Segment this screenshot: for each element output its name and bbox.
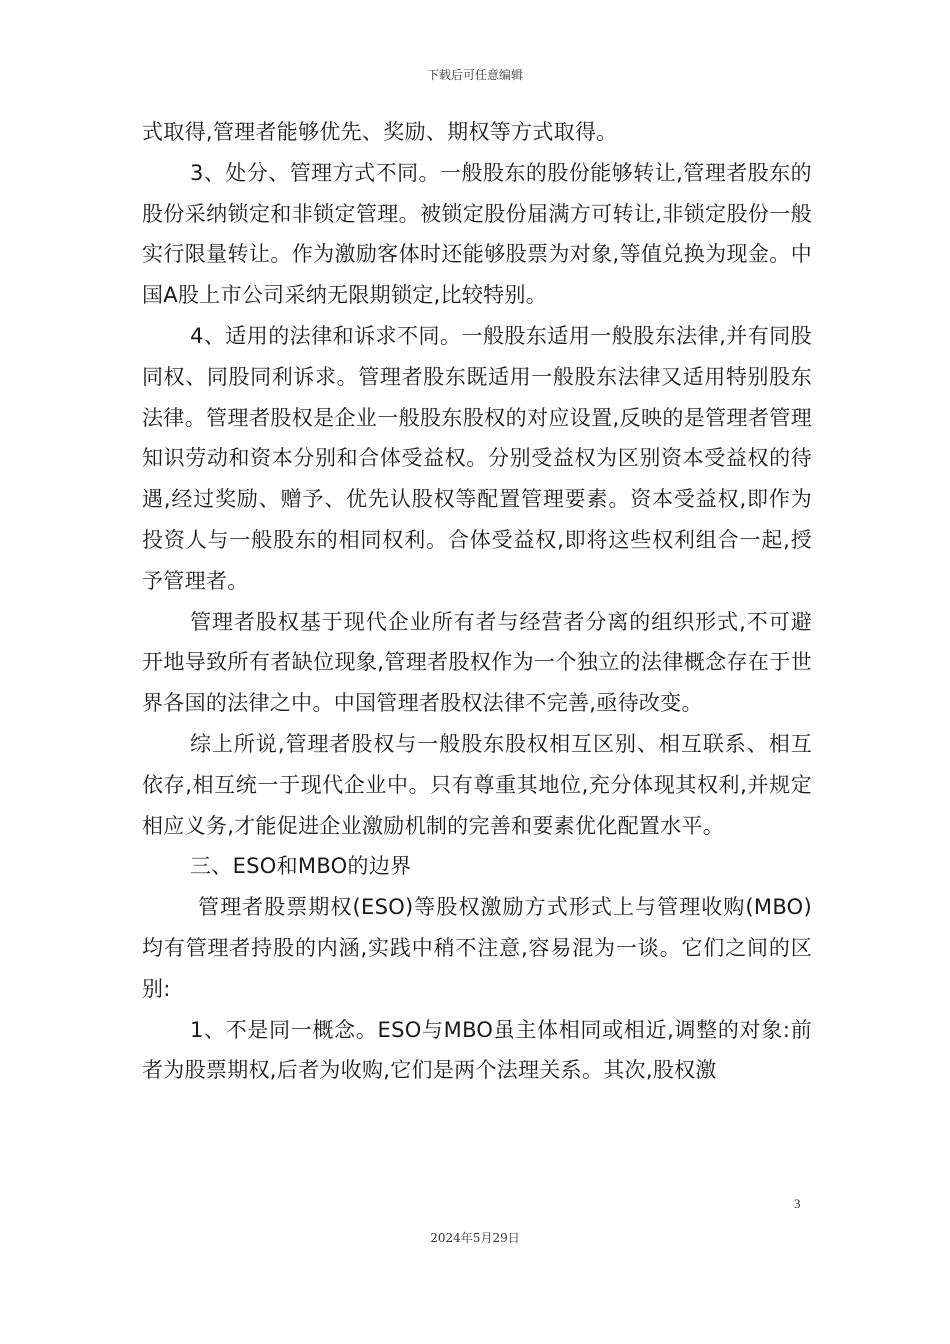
paragraph-item-3: 3、处分、管理方式不同。一般股东的股份能够转让,管理者股东的股份采纳锁定和非锁定管理。被锁定股份届满方可转让,非锁定股份一般实行限量转让。作为激励客体时还能够股票为对象,等值兑换为现金。中国A股上市公司采纳无限期锁定,比较特别。 [142,160,812,308]
section-heading: 三、ESO和MBO的边界 [190,854,412,879]
page-footer-date: 2024年5月29日 [430,1231,520,1245]
paragraph-continuation: 式取得,管理者能够优先、奖励、期权等方式取得。 [142,120,618,144]
page-number: 3 [794,1196,801,1211]
document-body [142,112,812,1091]
paragraph-item-4: 4、适用的法律和诉求不同。一般股东适用一般股东法律,并有同股同权、同股同利诉求。管理者股东既适用一般股东法律又适用特别股东法律。管理者股权是企业一般股东股权的对应设置,反映的是管理者管理知识劳动和资本分别和合体受益权。分别受益权为区别资本受益权的待遇,经过奖励、赠予、优先认股权等配置管理要素。资本受益权,即作为投资人与一般股东的相同权利。合体受益权,即将这些权利组合一起,授予管理者。 [142,323,812,593]
paragraph-summary: 综上所说,管理者股权与一般股东股权相互区别、相互联系、相互依存,相互统一于现代企业中。只有尊重其地位,充分体现其权利,并规定相应义务,才能促进企业激励机制的完善和要素优化配置水平。 [142,731,812,838]
paragraph-item-1: 1、不是同一概念。ESO与MBO虽主体相同或相近,调整的对象:前者为股票期权,后者为收购,它们是两个法理关系。其次,股权激 [142,1017,812,1083]
paragraph: 管理者股票期权(ESO)等股权激励方式形式上与管理收购(MBO)均有管理者持股的内涵,实践中稍不注意,容易混为一谈。它们之间的区别: [142,895,812,1001]
page-header: 下载后可任意编辑 [426,68,523,82]
paragraph: 管理者股权基于现代企业所有者与经营者分离的组织形式,不可避开地导致所有者缺位现象,管理者股权作为一个独立的法律概念存在于世界各国的法律之中。中国管理者股权法律不完善,亟待改变。 [142,609,812,716]
